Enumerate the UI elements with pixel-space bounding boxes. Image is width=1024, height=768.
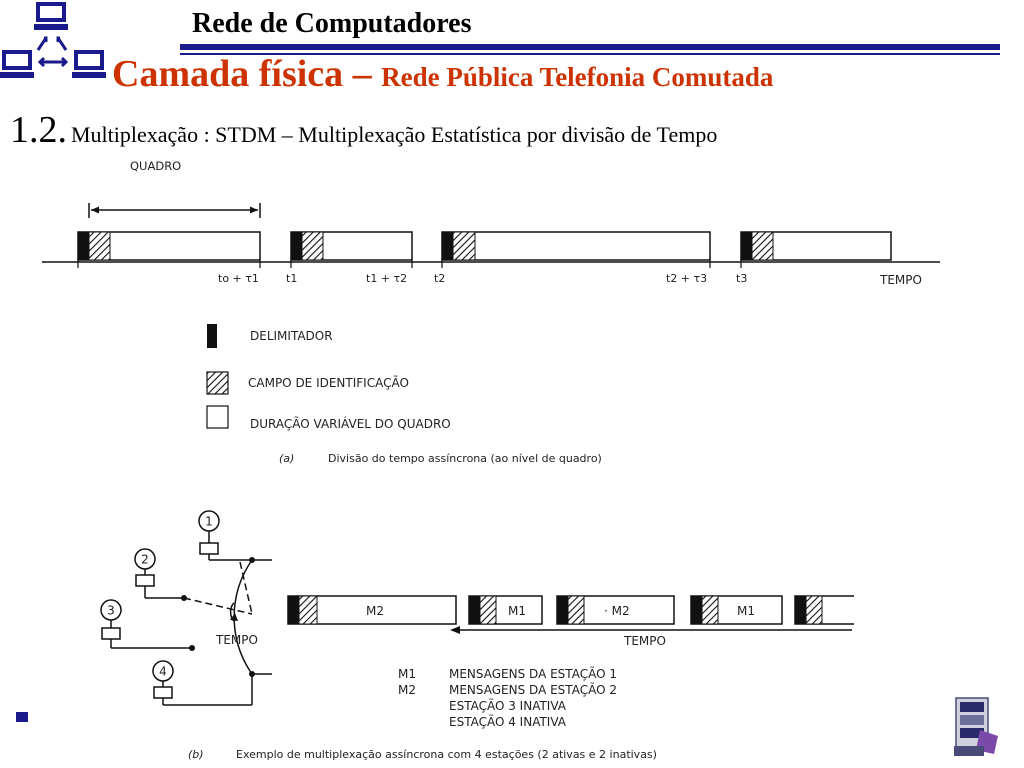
delimiter-swatch-icon xyxy=(207,324,217,348)
frame-3 xyxy=(442,232,710,260)
section-number: 1.2. xyxy=(10,109,67,151)
station-rotor xyxy=(111,528,272,705)
frame-label-b: M1 xyxy=(508,604,526,618)
hatched-swatch-icon xyxy=(207,372,228,394)
frame-label-b: · M2 xyxy=(604,604,630,618)
svg-text:3: 3 xyxy=(107,603,115,618)
time-mark: t2 + τ3 xyxy=(666,272,708,285)
station-2 xyxy=(135,549,155,586)
frame-label: QUADRO xyxy=(130,159,182,173)
frame-2 xyxy=(291,232,412,260)
empty-swatch-icon xyxy=(207,406,228,428)
course-title: Rede de Computadores xyxy=(192,8,472,39)
frame-label-b: M1 xyxy=(737,604,755,618)
caption-letter: (a) xyxy=(279,452,295,465)
network-computers-logo-icon xyxy=(0,0,108,88)
section-heading xyxy=(10,108,717,152)
caption-letter-b: (b) xyxy=(188,748,204,761)
time-mark: t1 + τ2 xyxy=(366,272,408,285)
frame-span-arrow xyxy=(89,203,260,218)
header-rule xyxy=(180,44,1000,50)
section-text: Multiplexação : STDM – Multiplexação Estatística por divisão de Tempo xyxy=(71,122,718,147)
rotor-time-label: TEMPO xyxy=(216,633,258,647)
caption-text-b: Exemplo de multiplexação assíncrona com 4 estações (2 ativas e 2 inativas) xyxy=(236,748,657,761)
legend-label: CAMPO DE IDENTIFICAÇÃO xyxy=(248,376,409,390)
svg-text:4: 4 xyxy=(159,664,167,679)
legend-text: MENSAGENS DA ESTAÇÃO 2 xyxy=(449,683,617,697)
caption-text: Divisão do tempo assíncrona (ao nível de quadro) xyxy=(328,452,602,465)
svg-text:2: 2 xyxy=(141,552,149,567)
frame-label-b: M2 xyxy=(366,604,384,618)
frame-1 xyxy=(78,232,260,260)
svg-text:1: 1 xyxy=(205,514,213,529)
time-mark: t2 xyxy=(434,272,446,285)
legend-text: ESTAÇÃO 4 INATIVA xyxy=(449,715,566,729)
station-4 xyxy=(153,661,173,698)
legend-label: DELIMITADOR xyxy=(250,329,333,343)
time-axis-label-b: TEMPO xyxy=(624,634,666,648)
legend-key: M2 xyxy=(398,683,416,697)
time-mark: t1 xyxy=(286,272,298,285)
slide-title-main: Camada física – xyxy=(112,53,382,95)
frame-4 xyxy=(741,232,891,260)
legend-key: M1 xyxy=(398,667,416,681)
time-mark: to + τ1 xyxy=(218,272,259,285)
slide-title-sub: Rede Pública Telefonia Comutada xyxy=(381,62,774,92)
slide-title xyxy=(112,52,773,96)
station-3 xyxy=(101,600,121,639)
slide-nav-button[interactable] xyxy=(16,710,28,722)
time-axis-label: TEMPO xyxy=(880,273,922,287)
legend-text: MENSAGENS DA ESTAÇÃO 1 xyxy=(449,667,617,681)
time-axis-b xyxy=(450,626,852,634)
time-mark: t3 xyxy=(736,272,748,285)
stdm-diagram xyxy=(0,150,1024,768)
legend-text: ESTAÇÃO 3 INATIVA xyxy=(449,699,566,713)
institution-logo-icon xyxy=(954,696,1000,758)
legend-label: DURAÇÃO VARIÁVEL DO QUADRO xyxy=(250,417,451,431)
